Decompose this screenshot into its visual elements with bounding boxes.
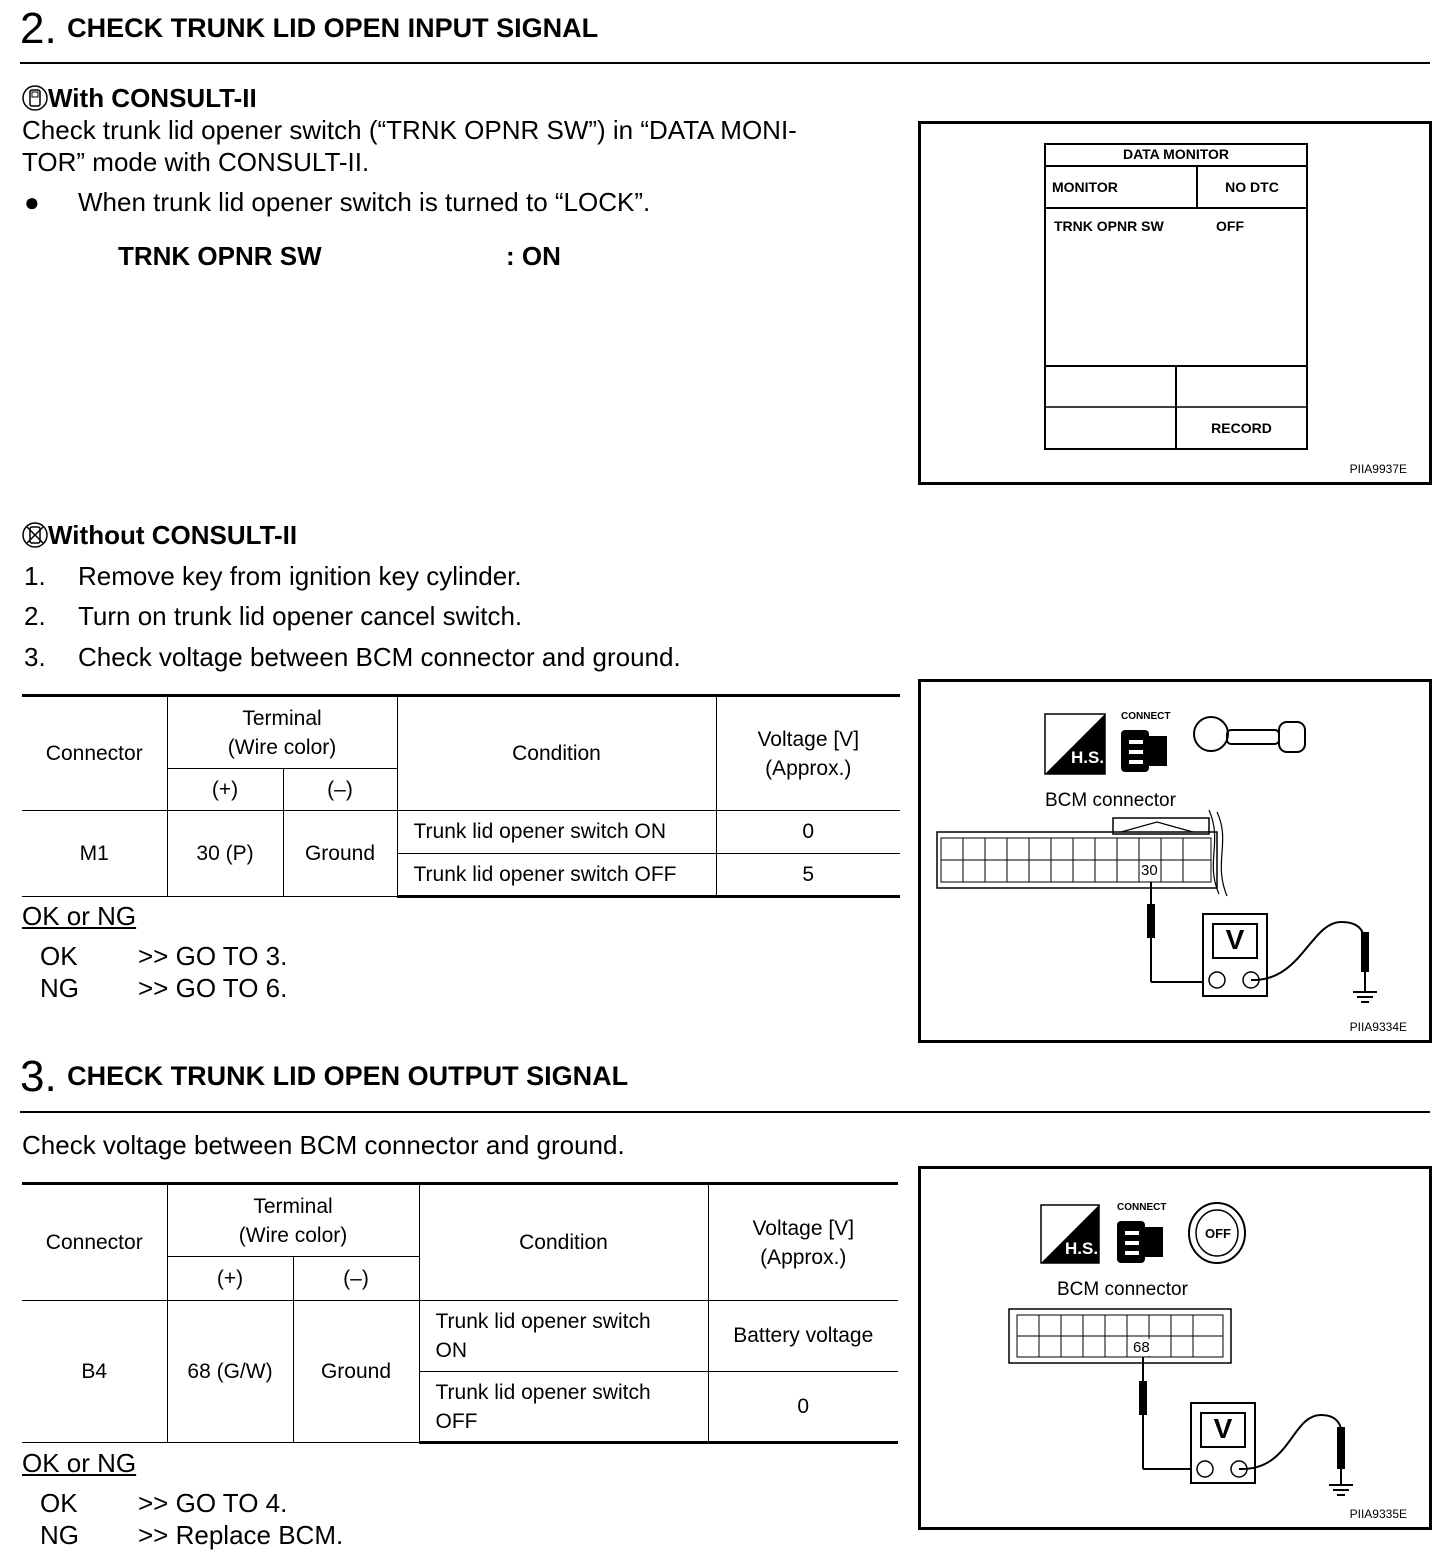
- spec-item: TRNK OPNR SW: [118, 241, 322, 271]
- ignition-off-label: OFF: [1205, 1226, 1231, 1241]
- data-monitor-frame: [921, 124, 1429, 482]
- bullet-dot: ●: [24, 187, 40, 217]
- procedure-step-2: Turn on trunk lid opener cancel switch.: [78, 601, 523, 631]
- with-consult-heading: [22, 82, 257, 114]
- dm-monitor-label: MONITOR: [1052, 179, 1118, 195]
- consult-icon: [22, 85, 48, 111]
- th-minus: (–): [283, 769, 397, 811]
- without-consult-label: Without CONSULT-II: [48, 520, 298, 550]
- cell-connector: M1: [22, 811, 167, 897]
- voltmeter-label: V: [1213, 1413, 1233, 1444]
- th-condition: Condition: [419, 1184, 708, 1301]
- th-minus: (–): [293, 1257, 419, 1301]
- step3-divider: [20, 1111, 1430, 1113]
- dm-title: DATA MONITOR: [1122, 146, 1230, 162]
- without-consult-heading: [22, 519, 297, 551]
- procedure-step-1: Remove key from ignition key cylinder.: [78, 561, 522, 591]
- fig-id: PIIA9335E: [1349, 1507, 1407, 1521]
- ng-label: NG: [40, 1520, 79, 1550]
- th-plus: (+): [167, 769, 283, 811]
- step3-intro: Check voltage between BCM connector and ground.: [22, 1130, 625, 1160]
- connect-label: CONNECT: [1117, 1202, 1167, 1213]
- ok-label: OK: [40, 941, 78, 971]
- cell-condition: Trunk lid opener switch OFF: [397, 854, 716, 897]
- cell-plus: 68 (G/W): [167, 1301, 293, 1443]
- cell-voltage: 0: [716, 811, 900, 854]
- fig-id: PIIA9937E: [1349, 462, 1407, 476]
- cell-condition: Trunk lid opener switch ON: [419, 1301, 708, 1372]
- bcm-connector-label: BCM connector: [1045, 790, 1176, 811]
- okng-label: OK or NG: [22, 1448, 137, 1478]
- th-plus: (+): [167, 1257, 293, 1301]
- ok-action: >> GO TO 4.: [138, 1488, 288, 1518]
- fig-id: PIIA9334E: [1349, 1020, 1407, 1034]
- dm-item: TRNK OPNR SW: [1054, 218, 1164, 234]
- step3-voltage-table: [22, 1182, 898, 1444]
- cell-connector: B4: [22, 1301, 167, 1443]
- cell-minus: Ground: [293, 1301, 419, 1443]
- step2-number: 2.: [20, 4, 57, 53]
- th-voltage: Voltage [V] (Approx.): [716, 696, 900, 811]
- ok-action: >> GO TO 3.: [138, 941, 288, 971]
- cell-minus: Ground: [283, 811, 397, 897]
- step2-title: CHECK TRUNK LID OPEN INPUT SIGNAL: [67, 13, 599, 43]
- data-monitor-figure: [918, 121, 1432, 485]
- step3-number: 3.: [20, 1052, 57, 1101]
- okng-label: OK or NG: [22, 901, 137, 931]
- hs-label: H.S.: [1071, 748, 1105, 767]
- connect-label: CONNECT: [1121, 711, 1171, 722]
- bcm-connector-figure: [918, 679, 1432, 1043]
- th-terminal: Terminal (Wire color): [167, 1184, 419, 1257]
- th-condition: Condition: [397, 696, 716, 811]
- cell-voltage: 5: [716, 854, 900, 897]
- bcm-connector-label: BCM connector: [1057, 1279, 1188, 1300]
- dm-no-dtc: NO DTC: [1225, 179, 1279, 195]
- step2-voltage-table: [22, 694, 900, 898]
- cell-voltage: Battery voltage: [708, 1301, 898, 1372]
- procedure-step-3: Check voltage between BCM connector and ground.: [78, 642, 681, 672]
- dm-item-value: OFF: [1216, 218, 1244, 234]
- ok-label: OK: [40, 1488, 78, 1518]
- step3-heading: [20, 1052, 628, 1108]
- no-consult-icon: [22, 522, 48, 548]
- step2-heading: [20, 4, 598, 60]
- hs-label: H.S.: [1065, 1239, 1099, 1258]
- voltmeter-label: V: [1225, 924, 1245, 955]
- th-connector: Connector: [22, 696, 167, 811]
- ng-action: >> Replace BCM.: [138, 1520, 344, 1550]
- terminal-label: 30: [1141, 862, 1158, 879]
- with-consult-line1: Check trunk lid opener switch (“TRNK OPNR SW”) in “DATA MONI-: [22, 115, 797, 145]
- dm-record-button: RECORD: [1211, 420, 1272, 436]
- spec-value: : ON: [506, 241, 561, 271]
- with-consult-bullet: When trunk lid opener switch is turned to “LOCK”.: [78, 187, 651, 217]
- ng-label: NG: [40, 973, 79, 1003]
- procedure-step-3-num: 3.: [24, 642, 46, 672]
- with-consult-label: With CONSULT-II: [48, 83, 257, 113]
- bcm-output-diagram: [921, 1169, 1429, 1527]
- bcm-output-figure: [918, 1166, 1432, 1530]
- cell-condition: Trunk lid opener switch OFF: [419, 1372, 708, 1443]
- ng-action: >> GO TO 6.: [138, 973, 288, 1003]
- th-connector: Connector: [22, 1184, 167, 1301]
- cell-plus: 30 (P): [167, 811, 283, 897]
- step2-divider: [20, 62, 1430, 64]
- procedure-step-2-num: 2.: [24, 601, 46, 631]
- step3-title: CHECK TRUNK LID OPEN OUTPUT SIGNAL: [67, 1061, 629, 1091]
- bcm-diagram: [921, 682, 1429, 1040]
- terminal-label: 68: [1133, 1339, 1150, 1356]
- th-voltage: Voltage [V] (Approx.): [708, 1184, 898, 1301]
- with-consult-line2: TOR” mode with CONSULT-II.: [22, 147, 370, 177]
- th-terminal: Terminal (Wire color): [167, 696, 397, 769]
- cell-condition: Trunk lid opener switch ON: [397, 811, 716, 854]
- procedure-step-1-num: 1.: [24, 561, 46, 591]
- cell-voltage: 0: [708, 1372, 898, 1443]
